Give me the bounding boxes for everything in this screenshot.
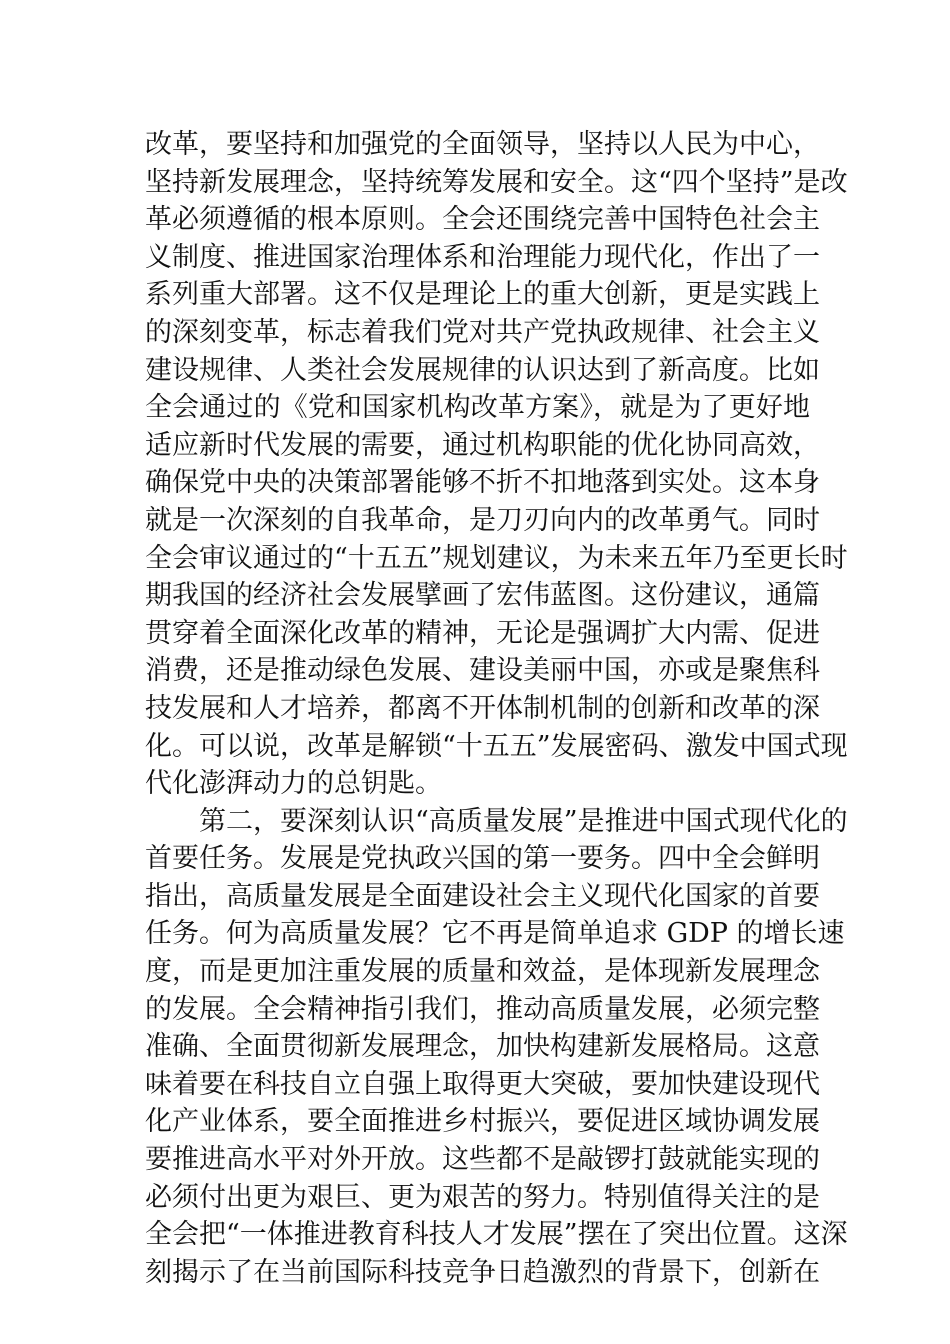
text-line: 首要任务。发展是党执政兴国的第一要务。四中全会鲜明 (145, 843, 820, 875)
text-line: 味着要在科技自立自强上取得更大突破，要加快建设现代 (145, 1068, 820, 1100)
text-line: 坚持新发展理念，坚持统筹发展和安全。这“四个坚持”是改 (145, 166, 848, 198)
body-text (145, 126, 848, 1291)
text-line: 准确、全面贯彻新发展理念，加快构建新发展格局。这意 (145, 1031, 820, 1063)
paragraph-end-line: 代化澎湃动力的总钥匙。 (145, 768, 442, 800)
text-line: 系列重大部署。这不仅是理论上的重大创新，更是实践上 (145, 279, 820, 311)
text-line: 的深刻变革，标志着我们党对共产党执政规律、社会主义 (145, 316, 820, 348)
text-line: 消费，还是推动绿色发展、建设美丽中国，亦或是聚焦科 (145, 655, 820, 687)
text-line: 改革，要坚持和加强党的全面领导，坚持以人民为中心， (145, 129, 820, 160)
text-line: 革必须遵循的根本原则。全会还围绕完善中国特色社会主 (145, 204, 820, 236)
text-line: 度，而是更加注重发展的质量和效益，是体现新发展理念 (145, 956, 820, 988)
text-line: 的发展。全会精神指引我们，推动高质量发展，必须完整 (145, 993, 820, 1025)
text-line: 化产业体系，要全面推进乡村振兴，要促进区域协调发展 (145, 1106, 820, 1138)
text-line: 适应新时代发展的需要，通过机构职能的优化协同高效， (145, 429, 820, 461)
text-line: 任务。何为高质量发展？它不再是简单追求 GDP 的增长速 (145, 918, 845, 950)
text-line: 指出，高质量发展是全面建设社会主义现代化国家的首要 (145, 880, 820, 912)
text-line: 必须付出更为艰巨、更为艰苦的努力。特别值得关注的是 (145, 1181, 820, 1213)
text-line: 建设规律、人类社会发展规律的认识达到了新高度。比如 (145, 354, 820, 386)
text-line: 刻揭示了在当前国际科技竞争日趋激烈的背景下，创新在 (145, 1256, 820, 1288)
text-line: 化。可以说，改革是解锁“十五五”发展密码、激发中国式现 (145, 730, 848, 762)
text-line: 贯穿着全面深化改革的精神，无论是强调扩大内需、促进 (145, 617, 820, 649)
text-line: 确保党中央的决策部署能够不折不扣地落到实处。这本身 (145, 467, 820, 499)
text-line: 全会通过的《党和国家机构改革方案》，就是为了更好地 (145, 392, 810, 424)
text-line: 技发展和人才培养，都离不开体制机制的创新和改革的深 (145, 692, 820, 724)
text-line: 义制度、推进国家治理体系和治理能力现代化，作出了一 (145, 241, 820, 273)
text-line: 要推进高水平对外开放。这些都不是敲锣打鼓就能实现的 (145, 1144, 820, 1176)
text-line: 期我国的经济社会发展擘画了宏伟蓝图。这份建议，通篇 (145, 580, 820, 612)
text-line: 全会把“一体推进教育科技人才发展”摆在了突出位置。这深 (145, 1219, 848, 1251)
paragraph-start-line: 第二，要深刻认识“高质量发展”是推进中国式现代化的 (199, 805, 848, 837)
text-line: 全会审议通过的“十五五”规划建议，为未来五年乃至更长时 (145, 542, 848, 574)
text-line: 就是一次深刻的自我革命，是刀刃向内的改革勇气。同时 (145, 504, 820, 536)
